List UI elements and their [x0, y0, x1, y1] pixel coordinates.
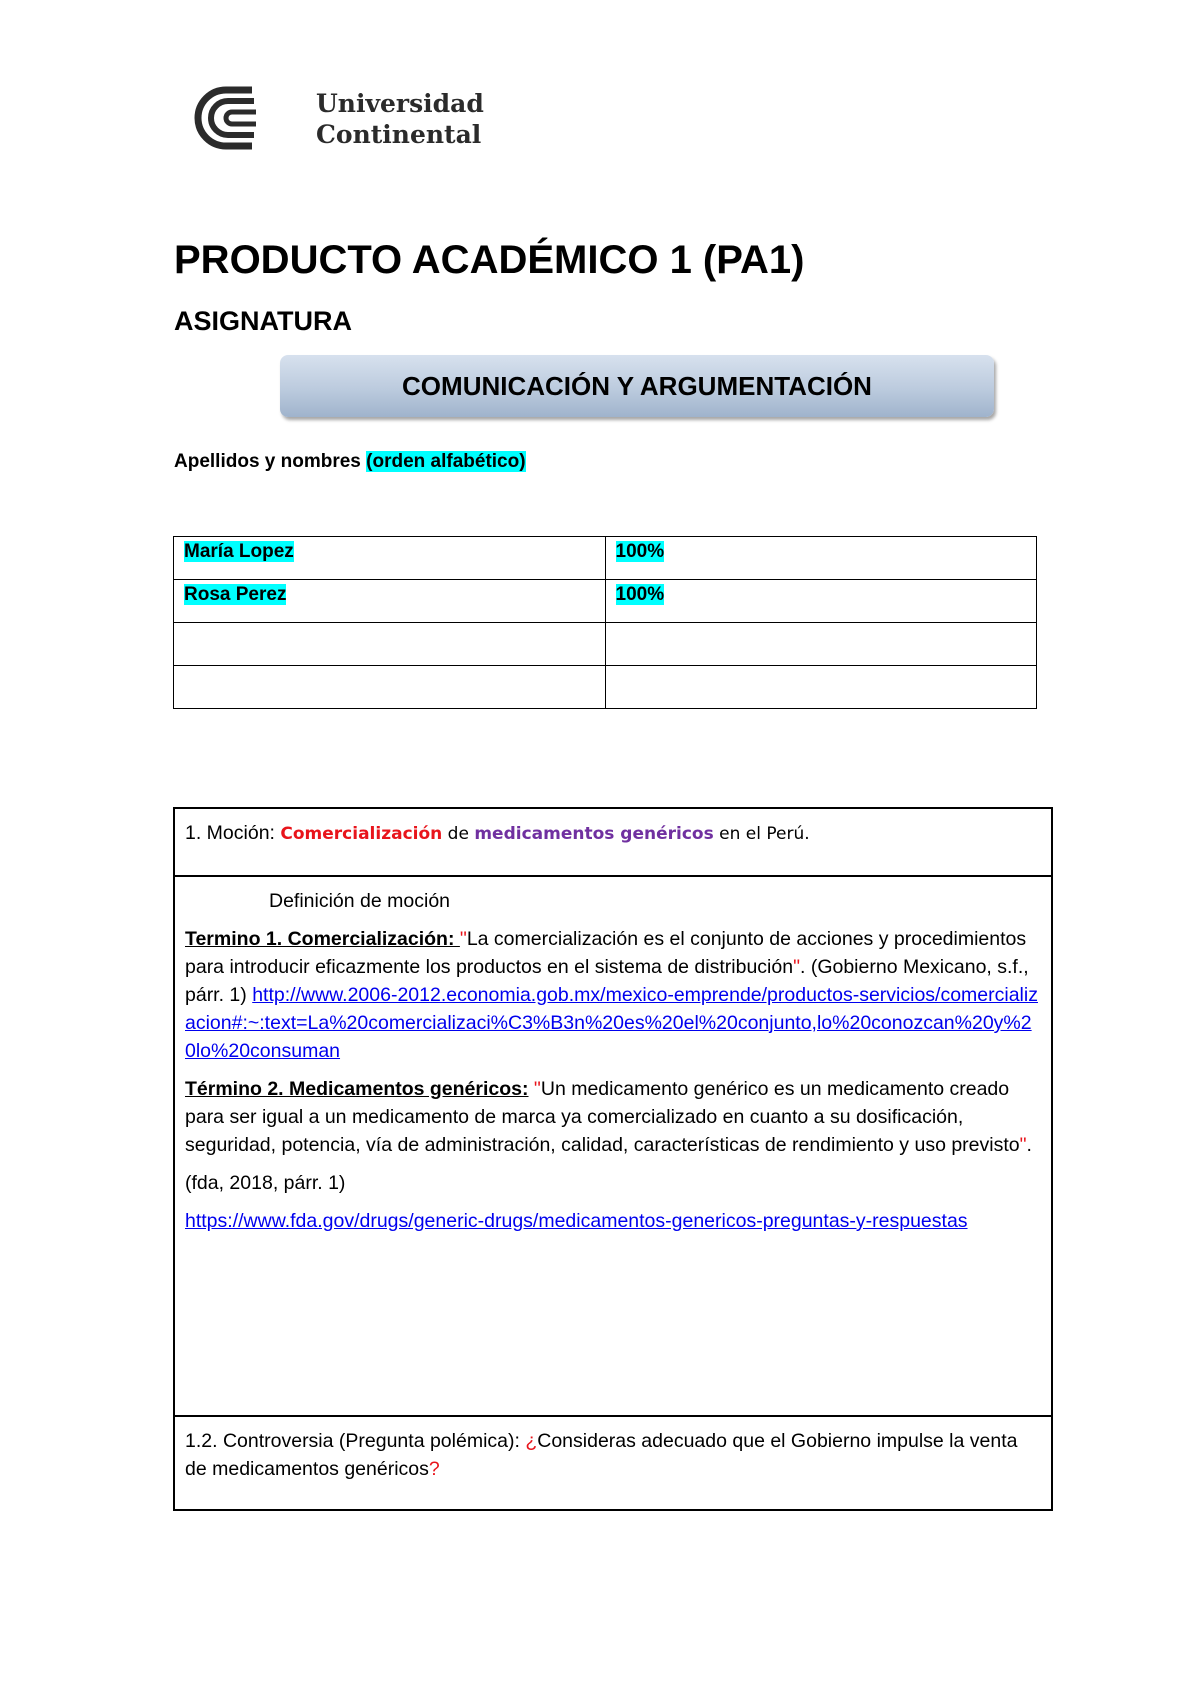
term-2-citation: (fda, 2018, párr. 1)	[185, 1172, 346, 1194]
names-label	[174, 451, 526, 473]
university-logo	[192, 80, 482, 160]
motion-row	[174, 808, 1052, 876]
motion-prefix: 1. Moción:	[185, 822, 281, 844]
term-2-end: .	[1026, 1134, 1032, 1156]
motion-table	[173, 807, 1053, 1511]
logo-text	[316, 88, 484, 150]
term-1-link[interactable]: http://www.2006-2012.economia.gob.mx/mexico-emprende/productos-servicios/comercializacion#:~:text=La%20comercializaci%C3%B3n%20es%20el%20conjunto,lo%20conozcan%20y%20lo%20consuman	[185, 984, 1038, 1062]
controversy-question: Consideras adecuado que el Gobierno impulse la venta de medicamentos genéricos	[185, 1430, 1018, 1480]
table-row	[174, 580, 1037, 623]
term-1-quote-close: "	[793, 956, 800, 978]
term-2-link[interactable]: https://www.fda.gov/drugs/generic-drugs/medicamentos-genericos-preguntas-y-respuestas	[185, 1210, 968, 1232]
term-1-text: La comercialización es el conjunto de acciones y procedimientos para introducir eficazmente los productos en el sistema de distribución	[185, 928, 1027, 978]
motion-term-2: medicamentos genéricos	[474, 824, 714, 844]
controversy-open-q: ¿	[525, 1430, 538, 1452]
definition-row	[174, 876, 1052, 1416]
member-name: María Lopez	[184, 541, 294, 562]
term-2-quote-close: "	[1019, 1134, 1027, 1156]
motion-cell	[174, 808, 1052, 876]
member-name: Rosa Perez	[184, 584, 287, 605]
controversy-cell	[174, 1416, 1052, 1510]
member-percent: 100%	[615, 541, 665, 562]
term-2-link-paragraph	[185, 1207, 1041, 1235]
member-percent: 100%	[615, 584, 665, 605]
term-2-label: Término 2. Medicamentos genéricos:	[185, 1078, 529, 1100]
controversy-close-q: ?	[428, 1458, 440, 1480]
controversy-row	[174, 1416, 1052, 1510]
member-name-cell	[174, 580, 606, 623]
table-row	[174, 666, 1037, 709]
definition-cell	[174, 876, 1052, 1416]
term-2-quote-open: "	[528, 1078, 541, 1100]
definition-heading: Definición de moción	[269, 890, 451, 912]
term-2-text: Un medicamento genérico es un medicamento creado para ser igual a un medicamento de marca ya comercializado en cuanto a su dosificación, seguridad, potencia, vía de administración, calidad, características de rendimiento y uso previsto	[185, 1078, 1020, 1156]
subject-label: ASIGNATURA	[174, 306, 352, 336]
member-percent-cell	[605, 537, 1037, 580]
page-title: PRODUCTO ACADÉMICO 1 (PA1)	[174, 238, 805, 282]
table-row	[174, 623, 1037, 666]
term-1-quote-open: "	[459, 928, 467, 950]
subject-name-box: COMUNICACIÓN Y ARGUMENTACIÓN	[280, 355, 994, 417]
motion-de: de	[442, 824, 475, 844]
controversy-prefix: 1.2. Controversia (Pregunta polémica):	[185, 1430, 526, 1452]
table-row	[174, 537, 1037, 580]
term-2-paragraph	[185, 1075, 1041, 1159]
motion-term-1: Comercialización	[280, 824, 443, 844]
member-percent-cell	[605, 666, 1037, 709]
member-percent-cell	[605, 580, 1037, 623]
members-table	[173, 536, 1037, 709]
member-name-cell	[174, 537, 606, 580]
term-1-citation: . (Gobierno Mexicano, s.f., párr. 1)	[185, 956, 1029, 1006]
member-name-cell	[174, 666, 606, 709]
motion-suffix: en el Perú.	[713, 824, 810, 844]
term-1-paragraph	[185, 925, 1041, 1065]
logo-mark-icon	[192, 84, 302, 154]
term-1-label: Termino 1. Comercialización:	[185, 928, 460, 950]
logo-line-1: Universidad	[316, 89, 484, 118]
member-percent-cell	[605, 623, 1037, 666]
member-name-cell	[174, 623, 606, 666]
names-label-highlight: (orden alfabético)	[366, 451, 526, 472]
names-label-text: Apellidos y nombres	[174, 451, 367, 472]
logo-line-2: Continental	[316, 120, 482, 149]
